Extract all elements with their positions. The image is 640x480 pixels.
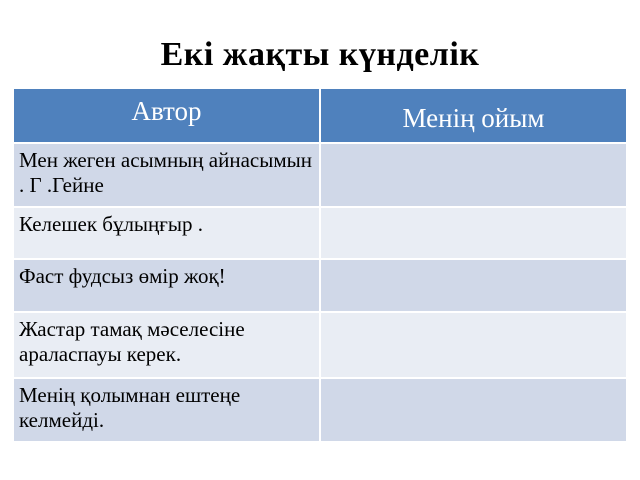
opinion-cell[interactable]: [320, 143, 627, 207]
table-header-row: [13, 88, 627, 143]
opinion-cell[interactable]: [320, 207, 627, 259]
page-title: Екі жақты күнделік: [160, 36, 480, 73]
author-cell: Фаст фудсыз өмір жоқ!: [13, 259, 320, 312]
opinion-cell[interactable]: [320, 312, 627, 378]
author-cell: Мен жеген асымның айнасымын . Г .Гейне: [13, 143, 320, 207]
opinion-cell[interactable]: [320, 378, 627, 442]
column-header-author: Автор: [13, 88, 320, 143]
author-cell: Менің қолымнан ештеңе келмейді.: [13, 378, 320, 442]
table-row: [13, 143, 627, 207]
column-header-opinion: Менің ойым: [320, 88, 627, 143]
table-row: [13, 312, 627, 378]
author-cell: Келешек бұлыңғыр .: [13, 207, 320, 259]
author-cell: Жастар тамақ мәселесіне араласпауы керек.: [13, 312, 320, 378]
diary-table: [12, 87, 628, 443]
opinion-cell[interactable]: [320, 259, 627, 312]
table-row: [13, 259, 627, 312]
table-row: [13, 207, 627, 259]
table-row: [13, 378, 627, 442]
